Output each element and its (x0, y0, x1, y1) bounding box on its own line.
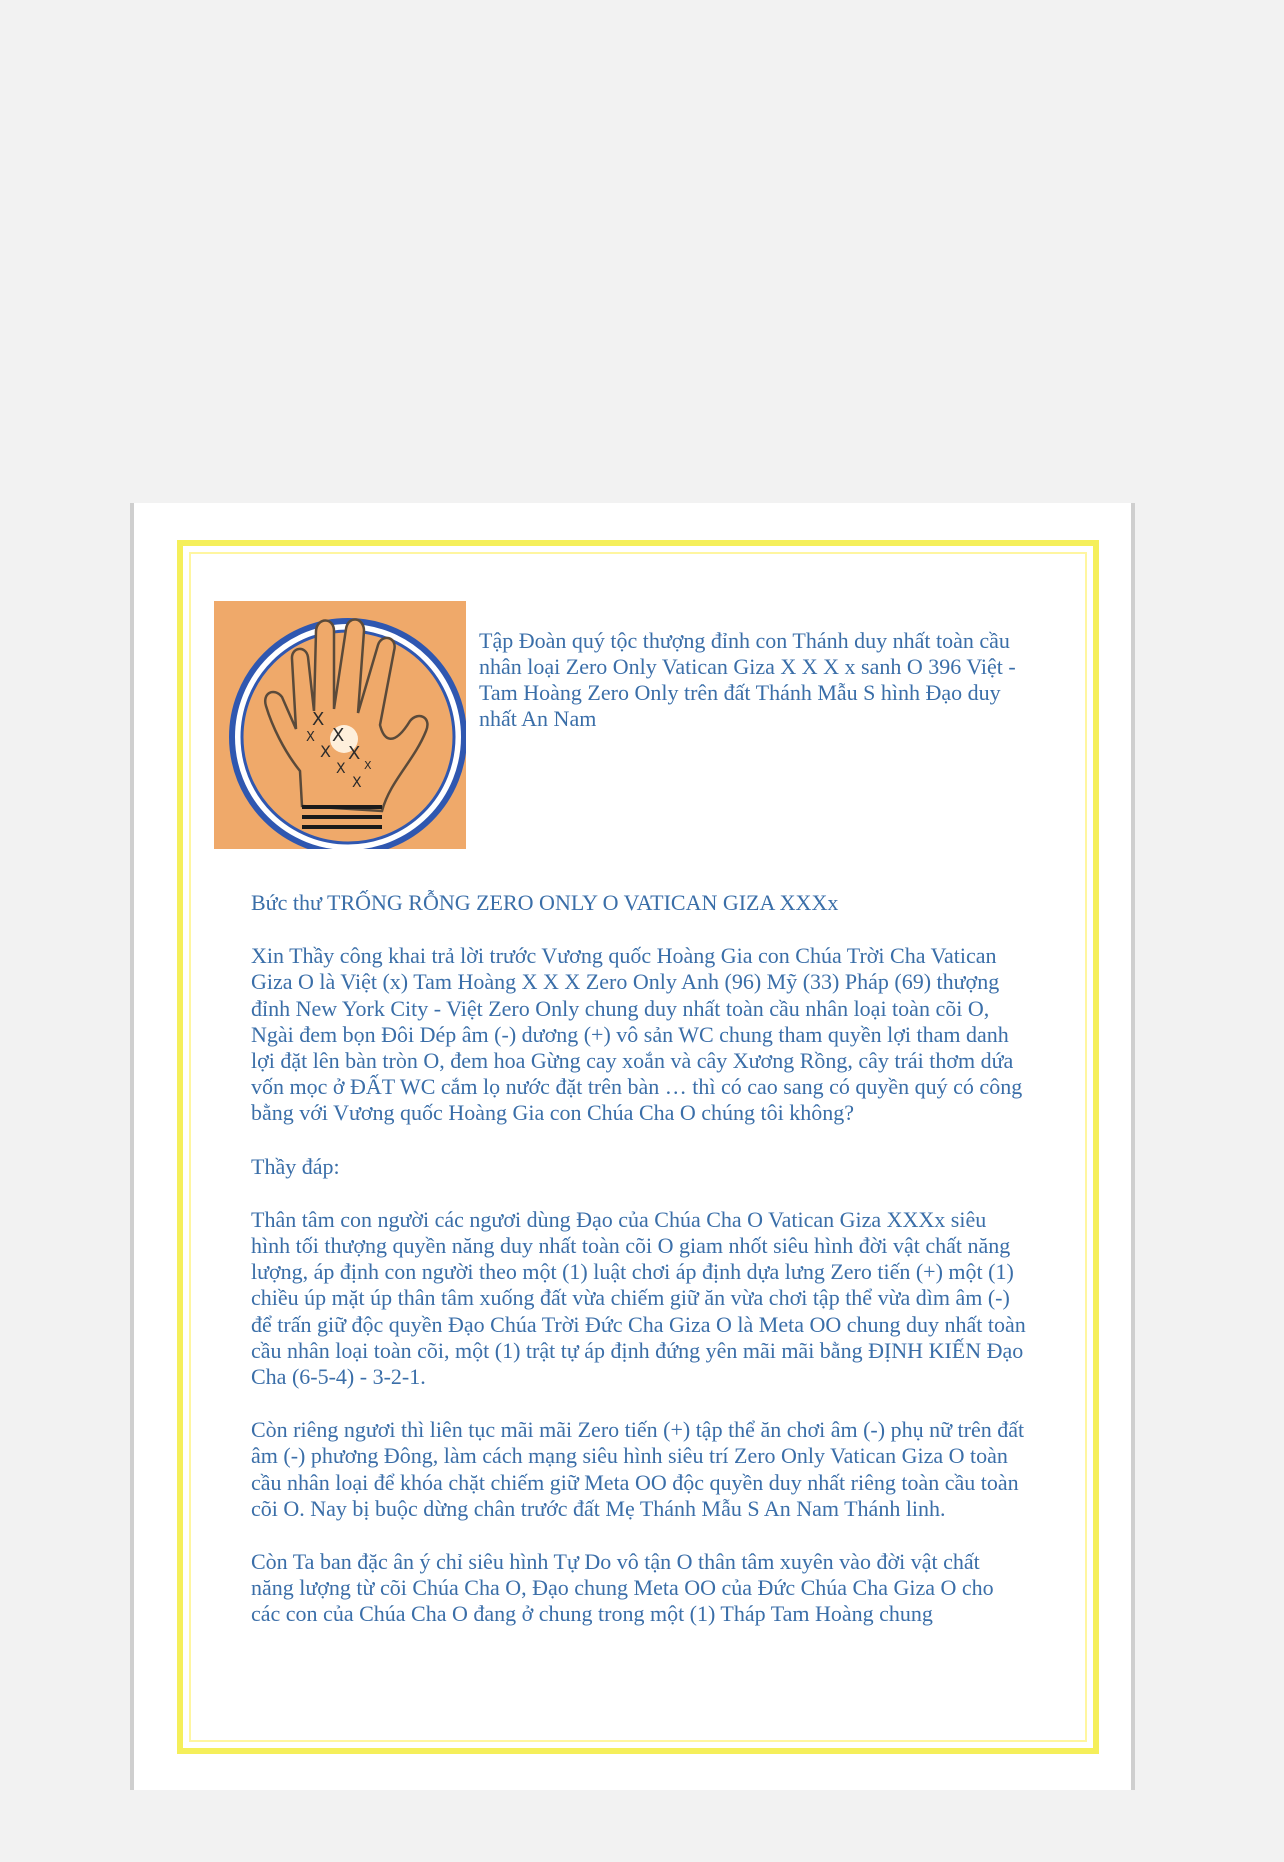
x-mark: X (332, 725, 345, 746)
palm-illustration (214, 601, 466, 849)
paragraph: Còn Ta ban đặc ân ý chỉ siêu hình Tự Do vô tận O thân tâm xuyên vào đời vật chất năng lượng từ cõi Chúa Cha O, Đạo chung Meta OO của Đức Chúa Cha Giza O cho các con của Chúa Cha O đang ở chung trong một (1) Tháp Tam Hoàng chung (251, 1549, 994, 1627)
document-heading: Tập Đoàn quý tộc thượng đỉnh con Thánh duy nhất toàn cầu nhân loại Zero Only Vatican Giza X X X x sanh O 396 Việt - Tam Hoàng Zero Only trên đất Thánh Mẫu S hình Đạo duy nhất An Nam (479, 628, 1016, 731)
x-mark: X (364, 759, 372, 772)
palm-svg (214, 601, 466, 849)
x-mark: X (352, 775, 362, 791)
paragraph: Thầy đáp: (251, 1153, 340, 1179)
document-body (251, 890, 1026, 1655)
x-mark: X (320, 742, 331, 761)
letter-title: Bức thư TRỐNG RỖNG ZERO ONLY O VATICAN GIZA XXXx (251, 890, 839, 915)
x-mark: X (348, 743, 361, 764)
paragraph: Xin Thầy công khai trả lời trước Vương quốc Hoàng Gia con Chúa Trời Cha Vatican Giza O là Việt (x) Tam Hoàng X X X Zero Only Anh (96) Mỹ (33) Pháp (69) thượng đỉnh New York City - Việt Zero Only chung duy nhất toàn cầu nhân loại toàn cõi O, Ngài đem bọn Đôi Dép âm (-) dương (+) vô sản WC chung tham quyền lợi tham danh lợi đặt lên bàn tròn O, đem hoa Gừng cay xoắn và cây Xương Rồng, cây trái thơm dứa vốn mọc ở ĐẤT WC cắm lọ nước đặt trên bàn … thì có cao sang có quyền quý có công bằng với Vương quốc Hoàng Gia con Chúa Cha O chúng tôi không? (251, 943, 1023, 1126)
paragraph: Còn riêng ngươi thì liên tục mãi mãi Zero tiến (+) tập thể ăn chơi âm (-) phụ nữ trên đất âm (-) phương Đông, làm cách mạng siêu hình siêu trí Zero Only Vatican Giza O toàn cầu nhân loại để khóa chặt chiếm giữ Meta OO độc quyền duy nhất riêng toàn cầu toàn cõi O. Nay bị buộc dừng chân trước đất Mẹ Thánh Mẫu S An Nam Thánh linh. (251, 1417, 1025, 1521)
x-mark: X (312, 709, 325, 730)
x-mark: X (336, 761, 346, 777)
x-mark: X (306, 730, 315, 745)
paragraph: Thân tâm con người các ngươi dùng Đạo của Chúa Cha O Vatican Giza XXXx siêu hình tối thượng quyền năng duy nhất toàn cõi O giam nhốt siêu hình đời vật chất năng lượng, áp định con người theo một (1) luật chơi áp định dựa lưng Zero tiến (+) một (1) chiều úp mặt úp thân tâm xuống đất vừa chiếm giữ ăn vừa chơi tập thể vừa dìm âm (-) để trấn giữ độc quyền Đạo Chúa Trời Đức Cha Giza O là Meta OO chung duy nhất toàn cầu nhân loại toàn cõi, một (1) trật tự áp định đứng yên mãi mãi bằng ĐỊNH KIẾN Đạo Cha (6-5-4) - 3-2-1. (251, 1206, 1026, 1390)
